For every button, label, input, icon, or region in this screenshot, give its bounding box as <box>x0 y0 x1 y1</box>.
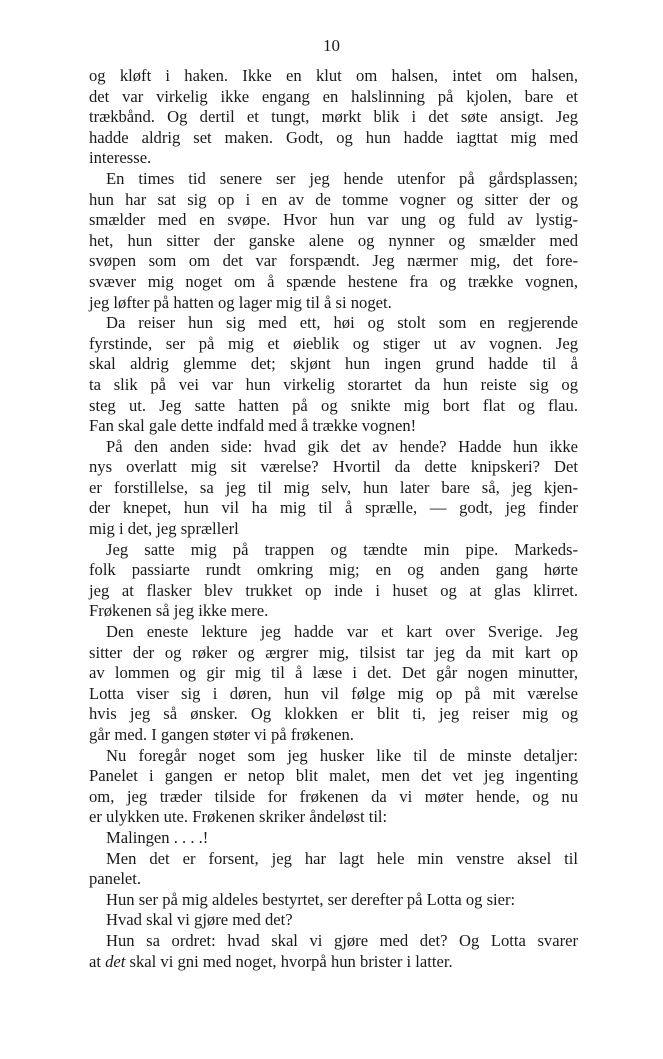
body-text <box>89 66 578 972</box>
text-line: interesse. <box>89 148 152 168</box>
text-line: fyrstinde, ser på mig et øieblik og stiger ut av vognen. Jeg <box>89 333 578 353</box>
text-line: svæver mig noget om å spænde hestene fra og trække vognen, <box>89 271 578 291</box>
text-line: går med. I gangen støter vi på frøkenen. <box>89 725 354 744</box>
emphasis: det <box>105 951 126 971</box>
text-line: mig i det, jeg sprællerl <box>89 519 239 539</box>
text-line: En times tid senere ser jeg hende utenfor på gårdsplassen; <box>106 168 578 188</box>
text-line: Hun ser på mig aldeles bestyrtet, ser derefter på Lotta og sier: <box>106 889 516 909</box>
text-line: Jeg satte mig på trappen og tændte min pipe. Markeds- <box>106 539 578 559</box>
text-line: Hun sa ordret: hvad skal vi gjøre med det? Og Lotta svarer <box>106 930 578 950</box>
text-line: steg ut. Jeg satte hatten på og snikte mig bort flat og flau. <box>89 395 578 415</box>
text-line: folk passiarte rundt omkring mig; en og anden gang hørte <box>89 560 578 580</box>
text-line: Da reiser hun sig med ett, høi og stolt som en regjerende <box>106 313 578 333</box>
text-line: jeg løfter på hatten og lager mig til å si noget. <box>89 292 392 312</box>
text-line: av lommen og gir mig til å læse i det. Det går nogen minutter, <box>89 663 578 683</box>
text-line: smælder med en svøpe. Hvor hun var ung og fuld av lystig- <box>89 210 578 230</box>
text-line: hvis jeg så ønsker. Og klokken er blit ti, jeg reiser mig og <box>89 704 578 724</box>
text-line: Nu foregår noget som jeg husker like til de minste detaljer: <box>106 745 578 765</box>
text-line: der knepet, hun vil ha mig til å sprælle, — godt, jeg finder <box>89 498 578 518</box>
text-line: Malingen . . . .! <box>106 827 209 847</box>
text-line: nys overlatt mig sit værelse? Hvortil da dette knipskeri? Det <box>89 457 578 477</box>
text-line: Den eneste lekture jeg hadde var et kart over Sverige. Jeg <box>106 622 578 642</box>
text-line: Hvad skal vi gjøre med det? <box>106 910 293 930</box>
text-line: hun har sat sig op i en av de tomme vogner og sitter der og <box>89 189 578 209</box>
text-line: Men det er forsent, jeg har lagt hele min venstre aksel til <box>106 848 578 868</box>
text-line: Lotta viser sig i døren, hun vil følge mig op på mit værelse <box>89 683 578 703</box>
text-line: På den anden side: hvad gik det av hende? Hadde hun ikke <box>106 436 578 456</box>
text-line: sitter der og røker og ærgrer mig, tilsist tar jeg da mit kart op <box>89 642 578 662</box>
text-line: om, jeg træder tilside for frøkenen da vi møter hende, og nu <box>89 786 578 806</box>
text-line: het, hun sitter der ganske alene og nynner og smælder med <box>89 230 578 250</box>
text-line: panelet. <box>89 869 142 889</box>
text-line: at det skal vi gni med noget, hvorpå hun brister i latter. <box>89 951 453 971</box>
text-line: Panelet i gangen er netop blit malet, men det vet jeg ingenting <box>89 766 578 786</box>
text-line: og kløft i haken. Ikke en klut om halsen, intet om halsen, <box>89 66 578 85</box>
text-line: Fan skal gale dette indfald med å trække vognen! <box>89 416 417 436</box>
text-line: hadde aldrig set maken. Godt, og hun hadde iagttat mig med <box>89 127 578 147</box>
text-line: skal aldrig glemme det; skjønt hun ingen grund hadde til å <box>89 354 578 374</box>
text-line: ta slik på vei var hun virkelig storartet da hun reiste sig og <box>89 374 578 394</box>
text-line: trækbånd. Og dertil et tungt, mørkt blik i det søte ansigt. Jeg <box>89 107 578 127</box>
text-line: er ulykken ute. Frøkenen skriker åndeløst til: <box>89 807 388 827</box>
text-line: svøpen som om det var forspændt. Jeg nærmer mig, det fore- <box>89 251 578 271</box>
text-line: det var virkelig ikke engang en halslinning på kjolen, bare et <box>89 86 578 106</box>
text-line: Frøkenen så jeg ikke mere. <box>89 601 269 621</box>
page-number: 10 <box>323 36 340 55</box>
text-line: jeg at flasker blev trukket op inde i huset og at glas klirret. <box>89 580 578 600</box>
text-line: er forstillelse, sa jeg til mig selv, hun later bare så, jeg kjen- <box>89 477 578 497</box>
